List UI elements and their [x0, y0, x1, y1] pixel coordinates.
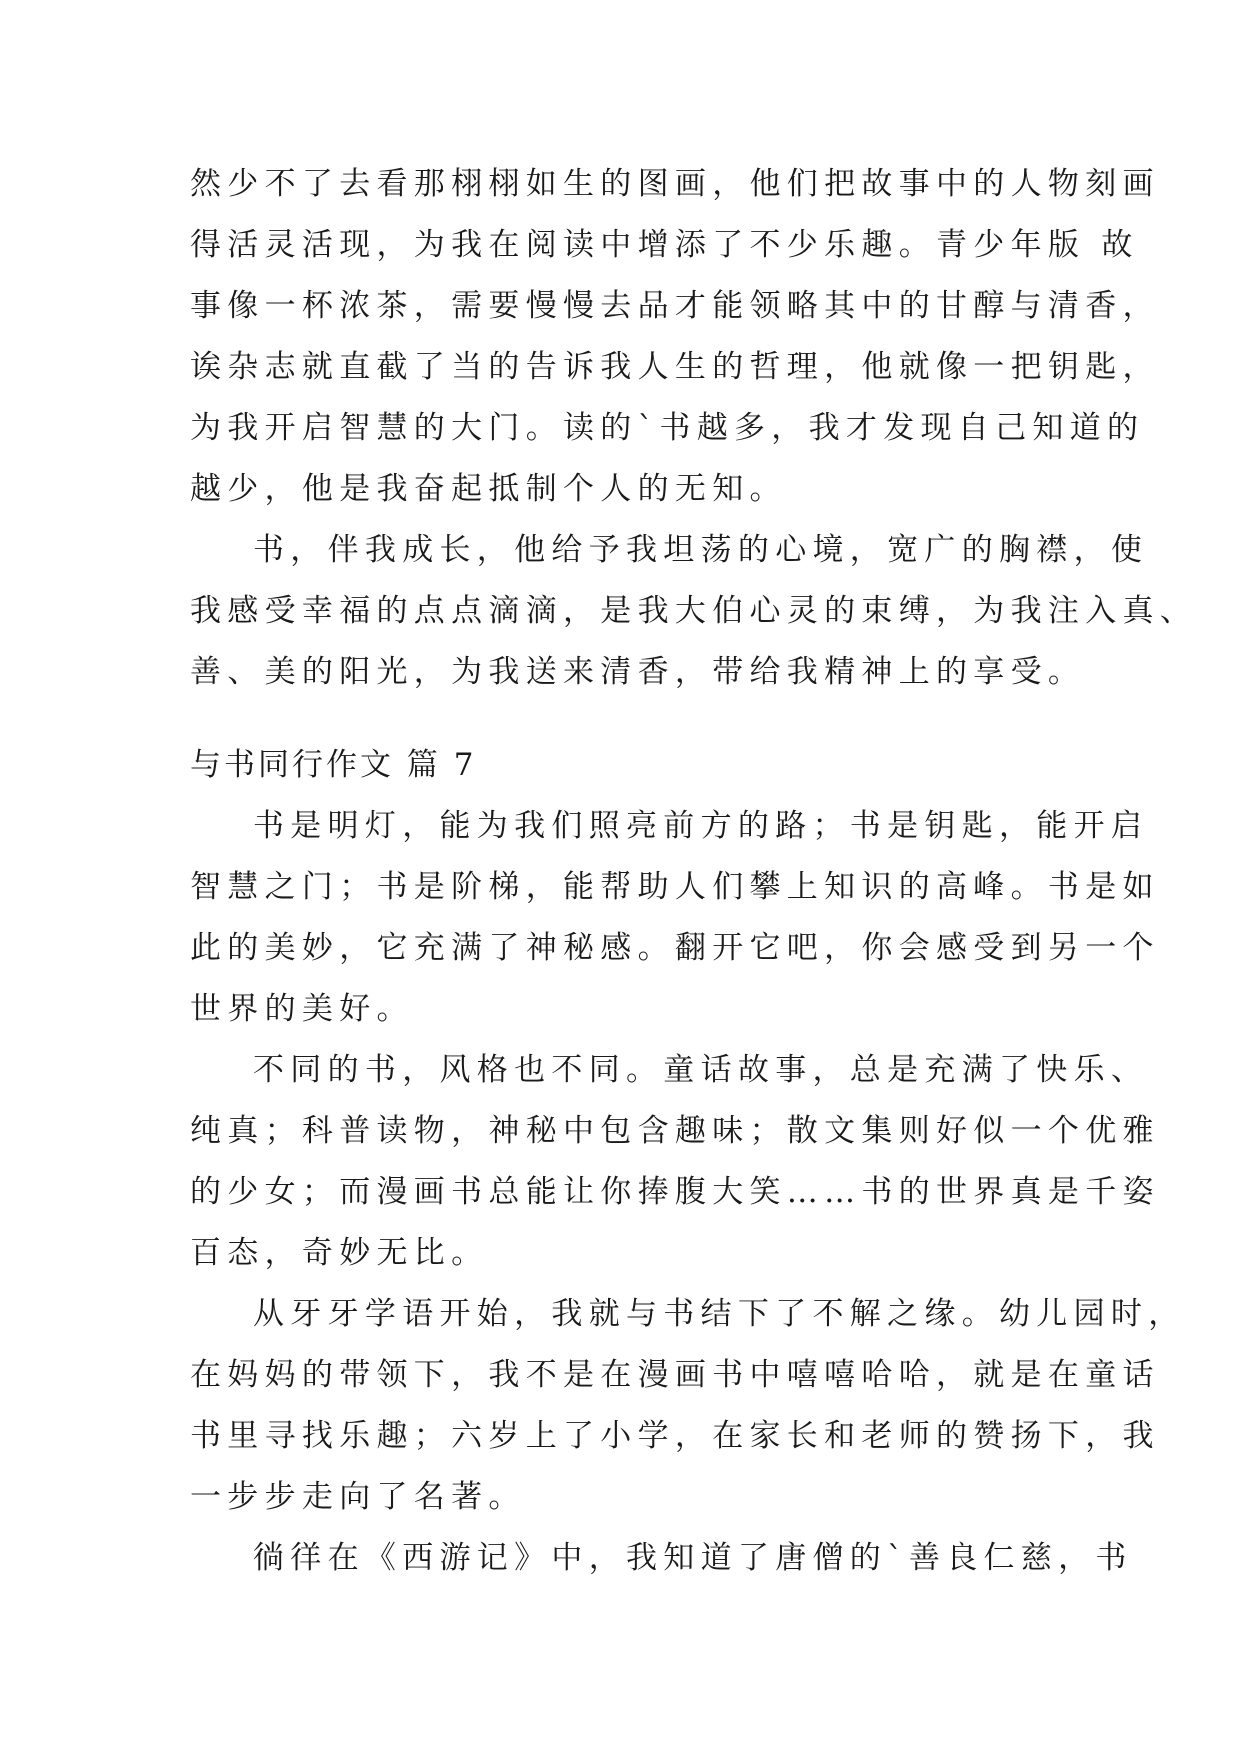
text-line: 从牙牙学语开始，我就与书结下了不解之缘。幼儿园时，: [253, 1296, 1186, 1332]
text-line: 徜徉在《西游记》中，我知道了唐僧的`善良仁慈，书: [253, 1540, 1133, 1576]
text-line: 不同的书，风格也不同。童话故事，总是充满了快乐、: [253, 1052, 1149, 1088]
text-line: 智慧之门；书是阶梯，能帮助人们攀上知识的高峰。书是如: [190, 869, 1160, 905]
text-line: 书里寻找乐趣；六岁上了小学，在家长和老师的赞扬下，我: [190, 1418, 1160, 1454]
text-line: 诶杂志就直截了当的告诉我人生的哲理，他就像一把钥匙，: [190, 349, 1160, 385]
text-line: 善、美的阳光，为我送来清香，带给我精神上的享受。: [190, 654, 1086, 690]
text-line: 世界的美好。: [190, 991, 414, 1027]
text-line: 越少，他是我奋起抵制个人的无知。: [190, 471, 787, 507]
text-line: 然少不了去看那栩栩如生的图画，他们把故事中的人物刻画: [190, 166, 1160, 202]
text-line: 书，伴我成长，他给予我坦荡的心境，宽广的胸襟，使: [253, 532, 1149, 568]
text-line: 为我开启智慧的大门。读的`书越多，我才发现自己知道的: [190, 410, 1145, 446]
text-line: 我感受幸福的点点滴滴，是我大伯心灵的束缚，为我注入真、: [190, 593, 1198, 629]
section-heading: 与书同行作文 篇 7: [190, 747, 477, 783]
text-line: 百态，奇妙无比。: [190, 1235, 489, 1271]
text-line: 的少女；而漫画书总能让你捧腹大笑……书的世界真是千姿: [190, 1174, 1160, 1210]
text-line: 书是明灯，能为我们照亮前方的路；书是钥匙，能开启: [253, 808, 1149, 844]
text-line: 一步步走向了名著。: [190, 1479, 526, 1515]
text-line: 纯真；科普读物，神秘中包含趣味；散文集则好似一个优雅: [190, 1113, 1160, 1149]
text-line: 事像一杯浓茶，需要慢慢去品才能领略其中的甘醇与清香，: [190, 288, 1160, 324]
text-line: 在妈妈的带领下，我不是在漫画书中嘻嘻哈哈，就是在童话: [190, 1357, 1160, 1393]
text-line: 得活灵活现，为我在阅读中增添了不少乐趣。青少年版 故: [190, 227, 1139, 263]
text-line: 此的美妙，它充满了神秘感。翻开它吧，你会感受到另一个: [190, 930, 1160, 966]
